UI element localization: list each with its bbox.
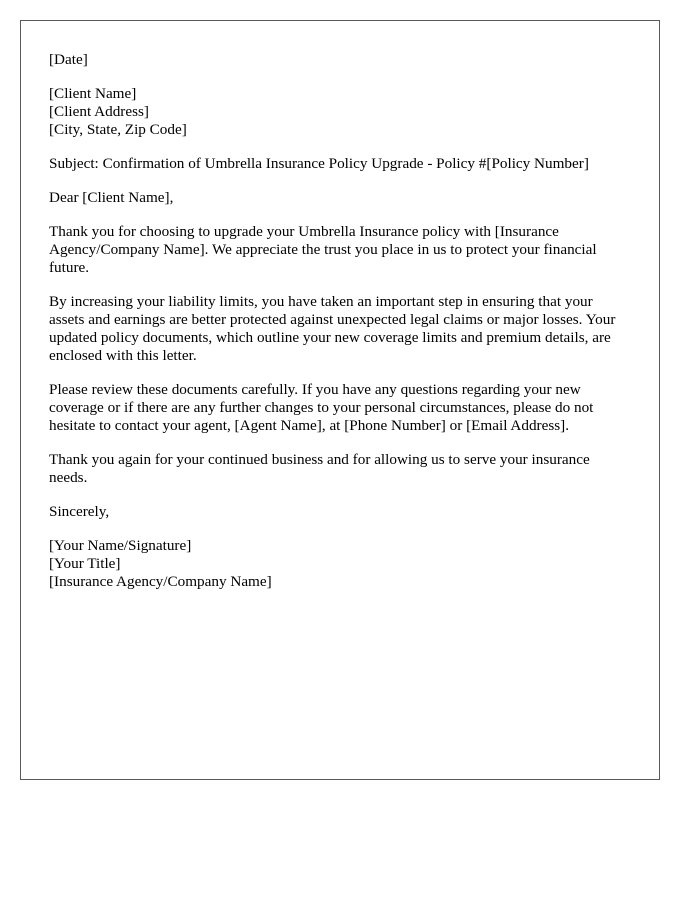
salutation	[49, 189, 631, 207]
signature-block	[49, 537, 631, 591]
subject-text: Subject: Confirmation of Umbrella Insurance Policy Upgrade - Policy #[Policy Number]	[49, 155, 589, 172]
closing	[49, 503, 631, 521]
letter-page	[20, 20, 660, 780]
signature-title: [Your Title]	[49, 555, 121, 572]
signature-company: [Insurance Agency/Company Name]	[49, 573, 272, 590]
salutation-text: Dear [Client Name],	[49, 189, 174, 206]
body-paragraph-2: By increasing your liability limits, you have taken an important step in ensuring that your assets and earnings are better protected against unexpected legal claims or major losses. Your updated policy documents, which outline your new coverage limits and premium details, are enclosed with this letter.	[49, 293, 616, 364]
letter-date: [Date]	[49, 51, 88, 68]
recipient-city-state-zip: [City, State, Zip Code]	[49, 121, 187, 138]
recipient-address: [Client Address]	[49, 103, 149, 120]
recipient-address-block	[49, 85, 631, 139]
body-paragraph-4: Thank you again for your continued business and for allowing us to serve your insurance needs.	[49, 451, 590, 486]
closing-text: Sincerely,	[49, 503, 110, 520]
signature-name: [Your Name/Signature]	[49, 537, 192, 554]
date-block	[49, 51, 631, 69]
subject-line	[49, 155, 631, 173]
body-paragraph-1: Thank you for choosing to upgrade your Umbrella Insurance policy with [Insurance Agency/Company Name]. We appreciate the trust you place in us to protect your financial future.	[49, 223, 597, 276]
recipient-name: [Client Name]	[49, 85, 137, 102]
body-paragraph-3: Please review these documents carefully. If you have any questions regarding your new coverage or if there are any further changes to your personal circumstances, please do not hesitate to contact your agent, [Agent Name], at [Phone Number] or [Email Address].	[49, 381, 594, 434]
